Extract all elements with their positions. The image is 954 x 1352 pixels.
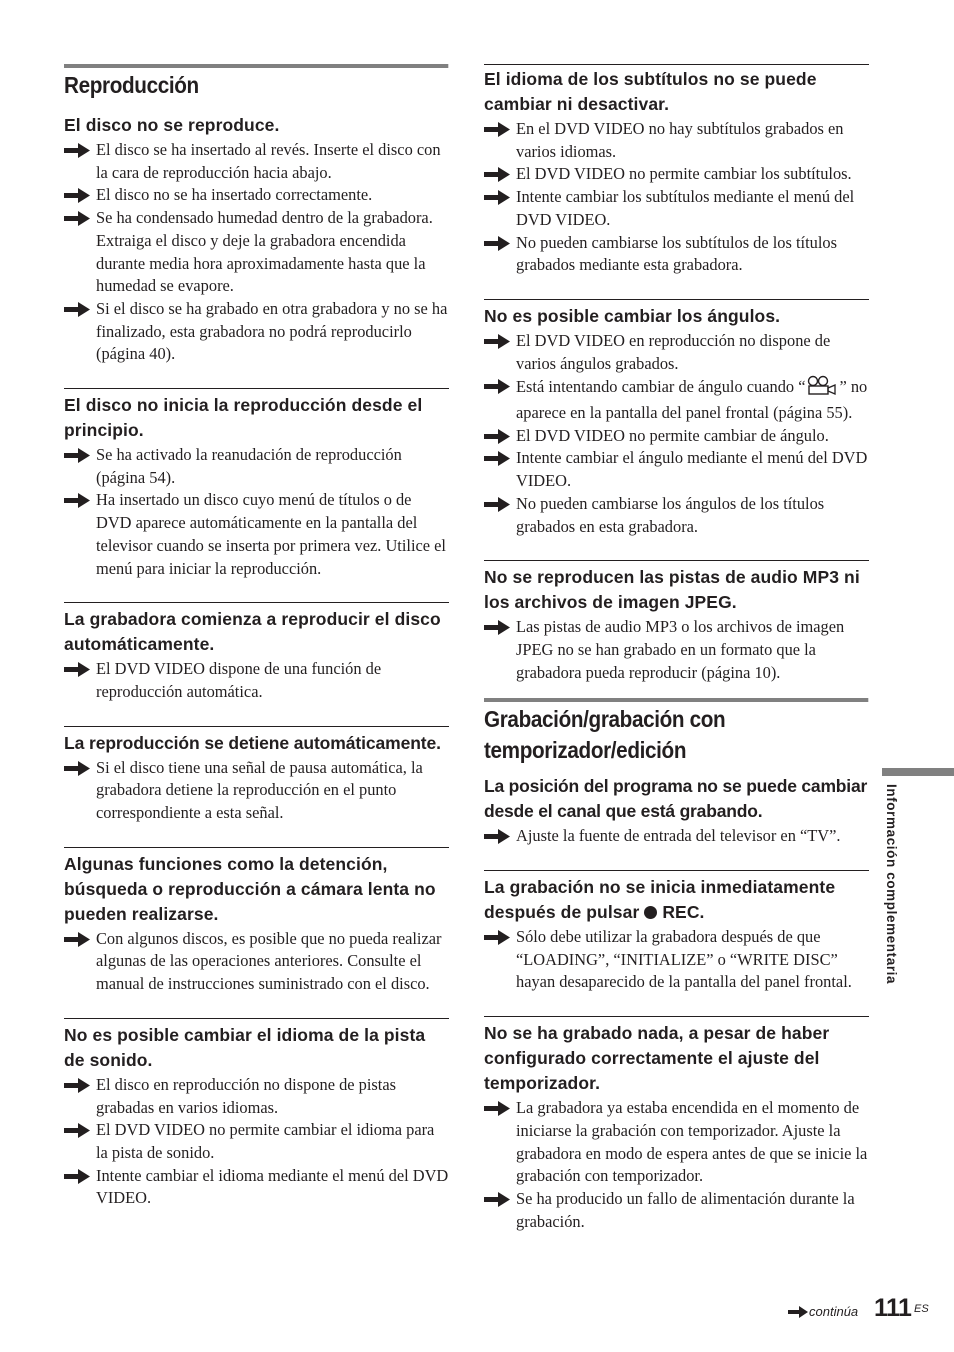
arrow-icon [484, 930, 510, 945]
entry-title: La reproducción se detiene automáticamente. [64, 732, 441, 753]
entry [484, 774, 869, 848]
angle-camera-icon [805, 375, 839, 402]
list-item: La grabadora ya estaba encendida en el momento de iniciarse la grabación con temporizador. Ajuste la grabadora en modo de espera antes de que se inicie la grabación con temporizador. [484, 1097, 869, 1188]
list-item: En el DVD VIDEO no hay subtítulos grabados en varios idiomas. [484, 118, 869, 163]
entry [64, 602, 449, 703]
arrow-icon [64, 188, 90, 203]
list-item: Las pistas de audio MP3 o los archivos de imagen JPEG no se han grabado en un formato que la grabadora pueda reproducir (página 10). [484, 616, 869, 684]
entry [64, 388, 449, 580]
continua-label: continúa [788, 1304, 858, 1321]
list-item: Sólo debe utilizar la grabadora después de que “LOADING”, “INITIALIZE” o “WRITE DISC” hayan desaparecido de la pantalla del panel frontal. [484, 926, 869, 994]
entry-title: No se ha grabado nada, a pesar de haber configurado correctamente el ajuste del temporizador. [484, 1023, 830, 1094]
list-item: Ha insertado un disco cuyo menú de títulos o de DVD aparece automáticamente en la pantalla del televisor cuando se inserta por primera vez. Utilice el menú para iniciar la reproducción. [64, 489, 449, 580]
entry-title: La grabadora comienza a reproducir el disco automáticamente. [64, 609, 441, 655]
section-title-grabacion: Grabación/grabación con temporizador/edición [484, 698, 869, 766]
entry [484, 560, 869, 684]
list-item: El DVD VIDEO no permite cambiar el idioma para la pista de sonido. [64, 1119, 449, 1164]
list-item: Con algunos discos, es posible que no pueda realizar algunas de las operaciones anteriores. Consulte el manual de instrucciones suministrado con el disco. [64, 928, 449, 996]
list-item: Ajuste la fuente de entrada del televisor en “TV”. [484, 825, 869, 848]
list-item: Se ha producido un fallo de alimentación durante la grabación. [484, 1188, 869, 1233]
arrow-icon [64, 211, 90, 226]
entry-title: No es posible cambiar el idioma de la pista de sonido. [64, 1024, 426, 1070]
arrow-icon [64, 1169, 90, 1184]
entry [64, 847, 449, 996]
arrow-icon [64, 932, 90, 947]
list-item: Si el disco se ha grabado en otra grabadora y no se ha finalizado, esta grabadora no podrá reproducirlo (página 40). [64, 298, 449, 366]
arrow-icon [484, 497, 510, 512]
list-item: El disco se ha insertado al revés. Inserte el disco con la cara de reproducción hacia abajo. [64, 139, 449, 184]
arrow-icon [484, 167, 510, 182]
entry [484, 299, 869, 538]
entry [484, 870, 869, 994]
footer [788, 1294, 948, 1330]
list-item: Intente cambiar los subtítulos mediante el menú del DVD VIDEO. [484, 186, 869, 231]
list-item: Si el disco tiene una señal de pausa automática, la grabadora detiene la reproducción en el punto correspondiente a esta señal. [64, 757, 449, 825]
arrow-icon [484, 122, 510, 137]
list-item: El disco en reproducción no dispone de pistas grabadas en varios idiomas. [64, 1074, 449, 1119]
entry-title: La posición del programa no se puede cambiar desde el canal que está grabando. [484, 776, 868, 822]
list-item: El DVD VIDEO no permite cambiar de ángulo. [484, 425, 869, 448]
entry [64, 113, 449, 366]
arrow-icon [64, 662, 90, 677]
arrow-icon [484, 236, 510, 251]
arrow-icon [484, 451, 510, 466]
entry-title: Algunas funciones como la detención, búsqueda o reproducción a cámara lenta no pueden realizarse. [64, 853, 436, 924]
arrow-icon [484, 429, 510, 444]
record-dot-icon [644, 906, 657, 919]
list-item: No pueden cambiarse los ángulos de los títulos grabados en esta grabadora. [484, 493, 869, 538]
right-column [484, 64, 869, 1233]
side-tab-label: Información complementaria [884, 784, 899, 985]
arrow-icon [484, 190, 510, 205]
entry-title: No es posible cambiar los ángulos. [484, 305, 781, 326]
entry-title: No se reproducen las pistas de audio MP3 ni los archivos de imagen JPEG. [484, 567, 860, 613]
list-item: El DVD VIDEO dispone de una función de reproducción automática. [64, 658, 449, 703]
list-item: Se ha activado la reanudación de reproducción (página 54). [64, 444, 449, 489]
arrow-icon [788, 1306, 808, 1321]
list-item: Intente cambiar el ángulo mediante el menú del DVD VIDEO. [484, 447, 869, 492]
list-item: Está intentando cambiar de ángulo cuando “ ” no aparece en la pantalla del panel frontal (página 55). [484, 375, 869, 424]
entry-title: La grabación no se inicia inmediatamente después de pulsar REC. [484, 877, 836, 923]
entry [64, 1018, 449, 1210]
arrow-icon [64, 1078, 90, 1093]
arrow-icon [484, 620, 510, 635]
entry-title: El disco no inicia la reproducción desde el principio. [64, 395, 423, 441]
arrow-icon [484, 1192, 510, 1207]
arrow-icon [484, 334, 510, 349]
arrow-icon [484, 1101, 510, 1116]
arrow-icon [64, 493, 90, 508]
page-number: 111 [874, 1294, 912, 1322]
list-item: El DVD VIDEO no permite cambiar los subtítulos. [484, 163, 869, 186]
page-suffix: ES [914, 1303, 929, 1315]
arrow-icon [64, 1123, 90, 1138]
list-item: Intente cambiar el idioma mediante el menú del DVD VIDEO. [64, 1165, 449, 1210]
entry-title: El disco no se reproduce. [64, 115, 280, 135]
entry [64, 726, 449, 825]
left-column [64, 64, 449, 1210]
entry [484, 1016, 869, 1233]
list-item: No pueden cambiarse los subtítulos de los títulos grabados mediante esta grabadora. [484, 232, 869, 277]
arrow-icon [484, 829, 510, 844]
arrow-icon [64, 448, 90, 463]
section-title-reproduccion: Reproducción [64, 64, 449, 101]
list-item: Se ha condensado humedad dentro de la grabadora. Extraiga el disco y deje la grabadora encendida durante media hora aproximadamente hasta que la humedad se evapore. [64, 207, 449, 298]
arrow-icon [64, 302, 90, 317]
side-tab-bar [882, 768, 954, 776]
arrow-icon [64, 143, 90, 158]
arrow-icon [484, 379, 510, 394]
entry-title: El idioma de los subtítulos no se puede cambiar ni desactivar. [484, 69, 817, 114]
list-item: El DVD VIDEO en reproducción no dispone de varios ángulos grabados. [484, 330, 869, 375]
entry [484, 64, 869, 277]
arrow-icon [64, 761, 90, 776]
list-item: El disco no se ha insertado correctamente. [64, 184, 449, 207]
